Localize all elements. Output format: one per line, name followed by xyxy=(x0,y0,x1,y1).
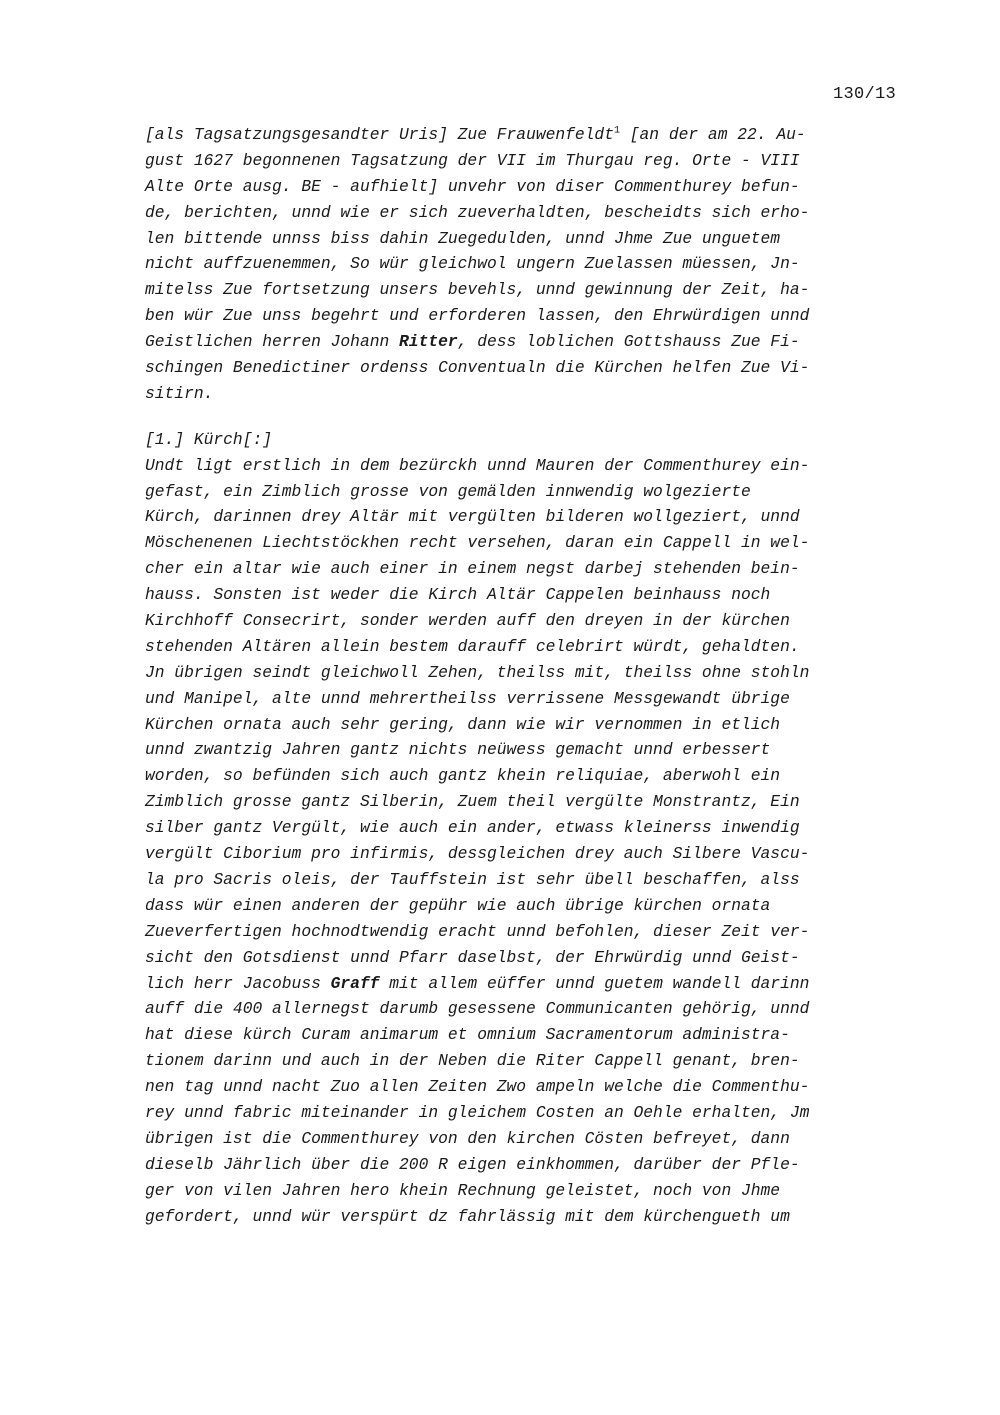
text-line xyxy=(145,1022,905,1048)
text-segment: hauss. Sonsten ist weder die Kirch Altär Cappelen beinhauss noch xyxy=(145,585,771,605)
text-segment: cher ein altar wie auch einer in einem negst darbej stehenden bein- xyxy=(145,559,800,579)
text-segment: Kirchhoff Consecrirt, sonder werden auff den dreyen in der kürchen xyxy=(145,611,790,631)
text-line xyxy=(145,867,905,893)
text-segment: lich herr Jacobuss xyxy=(145,973,331,993)
text-line xyxy=(145,303,905,329)
text-segment: de, berichten, unnd wie er sich zueverhaldten, bescheidts sich erho- xyxy=(145,202,810,222)
text-line xyxy=(145,763,905,789)
text-line xyxy=(145,634,905,660)
text-segment: schingen Benedictiner ordenss Conventualn die Kürchen helfen Zue Vi- xyxy=(145,358,810,378)
text-segment: sitirn. xyxy=(145,383,214,403)
text-segment: silber gantz Vergült, wie auch ein ander, etwass kleinerss inwendig xyxy=(145,818,800,838)
text-segment: [an der am 22. Au- xyxy=(620,125,806,144)
text-segment: , dess loblichen Gottshauss Zue Fi- xyxy=(457,332,800,352)
text-segment: dass wür einen anderen der gepühr wie auch übrige kürchen ornata xyxy=(145,895,771,915)
text-segment: mitelss Zue fortsetzung unsers bevehls, unnd gewinnung der Zeit, ha- xyxy=(145,280,810,300)
text-line xyxy=(145,504,905,530)
text-segment: rey unnd fabric miteinander in gleichem Costen an Oehle erhalten, Jm xyxy=(145,1102,810,1122)
text-segment: len bittende unnss biss dahin Zuegedulden, unnd Jhme Zue unguetem xyxy=(145,228,781,248)
text-line xyxy=(145,530,905,556)
text-line xyxy=(145,148,905,174)
text-line xyxy=(145,893,905,919)
text-segment: mit allem eüffer unnd guetem wandell darinn xyxy=(379,973,810,993)
paragraph-intro xyxy=(145,122,905,407)
text-line xyxy=(145,971,905,997)
text-segment: Jn übrigen seindt gleichwoll Zehen, theilss mit, theilss ohne stohln xyxy=(145,662,810,682)
text-segment: hat diese kürch Curam animarum et omnium Sacramentorum administra- xyxy=(145,1025,790,1045)
text-line xyxy=(145,1048,905,1074)
text-segment: Möschenenen Liechtstöckhen recht versehen, daran ein Cappell in wel- xyxy=(145,533,810,553)
text-segment: Kürch, darinnen drey Altär mit vergülten bilderen wollgeziert, unnd xyxy=(145,507,800,527)
text-segment: Undt ligt erstlich in dem bezürckh unnd Mauren der Commenthurey ein- xyxy=(145,455,810,475)
text-segment: unnd zwantzig Jahren gantz nichts neüwess gemacht unnd erbessert xyxy=(145,740,771,760)
text-segment: gust 1627 begonnenen Tagsatzung der VII im Thurgau reg. Orte - VIII xyxy=(145,150,800,170)
text-line xyxy=(145,226,905,252)
text-line xyxy=(145,789,905,815)
text-segment: tionem darinn und auch in der Neben die Riter Cappell genant, bren- xyxy=(145,1051,800,1071)
text-segment: übrigen ist die Commenthurey von den kirchen Cösten befreyet, dann xyxy=(145,1128,790,1148)
text-line xyxy=(145,122,905,148)
paragraph-kuerch xyxy=(145,453,905,1230)
text-segment: la pro Sacris oleis, der Tauffstein ist sehr übell beschaffen, alss xyxy=(145,869,800,889)
document-body xyxy=(145,122,905,1229)
person-name: Graff xyxy=(330,973,380,993)
text-line xyxy=(145,329,905,355)
text-segment: ger von vilen Jahren hero khein Rechnung geleistet, noch von Jhme xyxy=(145,1180,781,1200)
text-line xyxy=(145,1074,905,1100)
text-line xyxy=(145,815,905,841)
section-heading: [1.] Kürch[:] xyxy=(145,429,273,449)
text-line xyxy=(145,1126,905,1152)
text-segment: stehenden Altären allein bestem darauff celebrirt würdt, gehaldten. xyxy=(145,636,800,656)
text-line xyxy=(145,945,905,971)
text-line xyxy=(145,841,905,867)
text-line xyxy=(145,996,905,1022)
text-segment: auff die 400 allernegst darumb gesessene Communicanten gehörig, unnd xyxy=(145,999,810,1019)
text-segment: worden, so befünden sich auch gantz khein reliquiae, aberwohl ein xyxy=(145,766,781,786)
text-line xyxy=(145,1204,905,1230)
text-segment: [als Tagsatzungsgesandter Uris] Zue Frauwenfeldt xyxy=(145,125,614,144)
text-line xyxy=(145,919,905,945)
text-segment: Kürchen ornata auch sehr gering, dann wie wir vernommen in etlich xyxy=(145,714,781,734)
text-line xyxy=(145,582,905,608)
text-line xyxy=(145,453,905,479)
text-line xyxy=(145,1152,905,1178)
text-segment: vergült Ciborium pro infirmis, dessgleichen drey auch Silbere Vascu- xyxy=(145,844,810,864)
text-line xyxy=(145,556,905,582)
text-segment: ben wür Zue unss begehrt und erforderen lassen, den Ehrwürdigen unnd xyxy=(145,306,810,326)
text-segment: nicht auffzuenemmen, So wür gleichwol ungern Zuelassen müessen, Jn- xyxy=(145,254,800,274)
text-line xyxy=(145,1100,905,1126)
paragraph-gap xyxy=(145,407,905,427)
text-segment: dieselb Jährlich über die 200 R eigen einkhommen, darüber der Pfle- xyxy=(145,1154,800,1174)
text-line xyxy=(145,712,905,738)
page-number: 130/13 xyxy=(833,85,897,104)
text-line xyxy=(145,174,905,200)
text-line xyxy=(145,277,905,303)
person-name: Ritter xyxy=(399,332,458,352)
text-line xyxy=(145,686,905,712)
text-line xyxy=(145,200,905,226)
text-line xyxy=(145,355,905,381)
text-segment: sicht den Gotsdienst unnd Pfarr daselbst, der Ehrwürdig unnd Geist- xyxy=(145,947,800,967)
text-segment: Alte Orte ausg. BE - aufhielt] unvehr von diser Commenthurey befun- xyxy=(145,176,800,196)
text-segment: gefordert, unnd wür verspürt dz fahrlässig mit dem kürchengueth um xyxy=(145,1206,790,1226)
text-line xyxy=(145,479,905,505)
text-line xyxy=(145,251,905,277)
footnote-marker: 1 xyxy=(613,125,620,137)
text-segment: Zimblich grosse gantz Silberin, Zuem theil vergülte Monstrantz, Ein xyxy=(145,792,800,812)
text-segment: Geistlichen herren Johann xyxy=(145,332,400,352)
text-segment: gefast, ein Zimblich grosse von gemälden innwendig wolgezierte xyxy=(145,481,751,501)
text-line xyxy=(145,1178,905,1204)
text-segment: und Manipel, alte unnd mehrertheilss verrissene Messgewandt übrige xyxy=(145,688,790,708)
text-line xyxy=(145,737,905,763)
text-line xyxy=(145,381,905,407)
text-line xyxy=(145,660,905,686)
text-segment: Zueverfertigen hochnodtwendig eracht unnd befohlen, dieser Zeit ver- xyxy=(145,921,810,941)
text-line xyxy=(145,608,905,634)
text-segment: nen tag unnd nacht Zuo allen Zeiten Zwo ampeln welche die Commenthu- xyxy=(145,1077,810,1097)
